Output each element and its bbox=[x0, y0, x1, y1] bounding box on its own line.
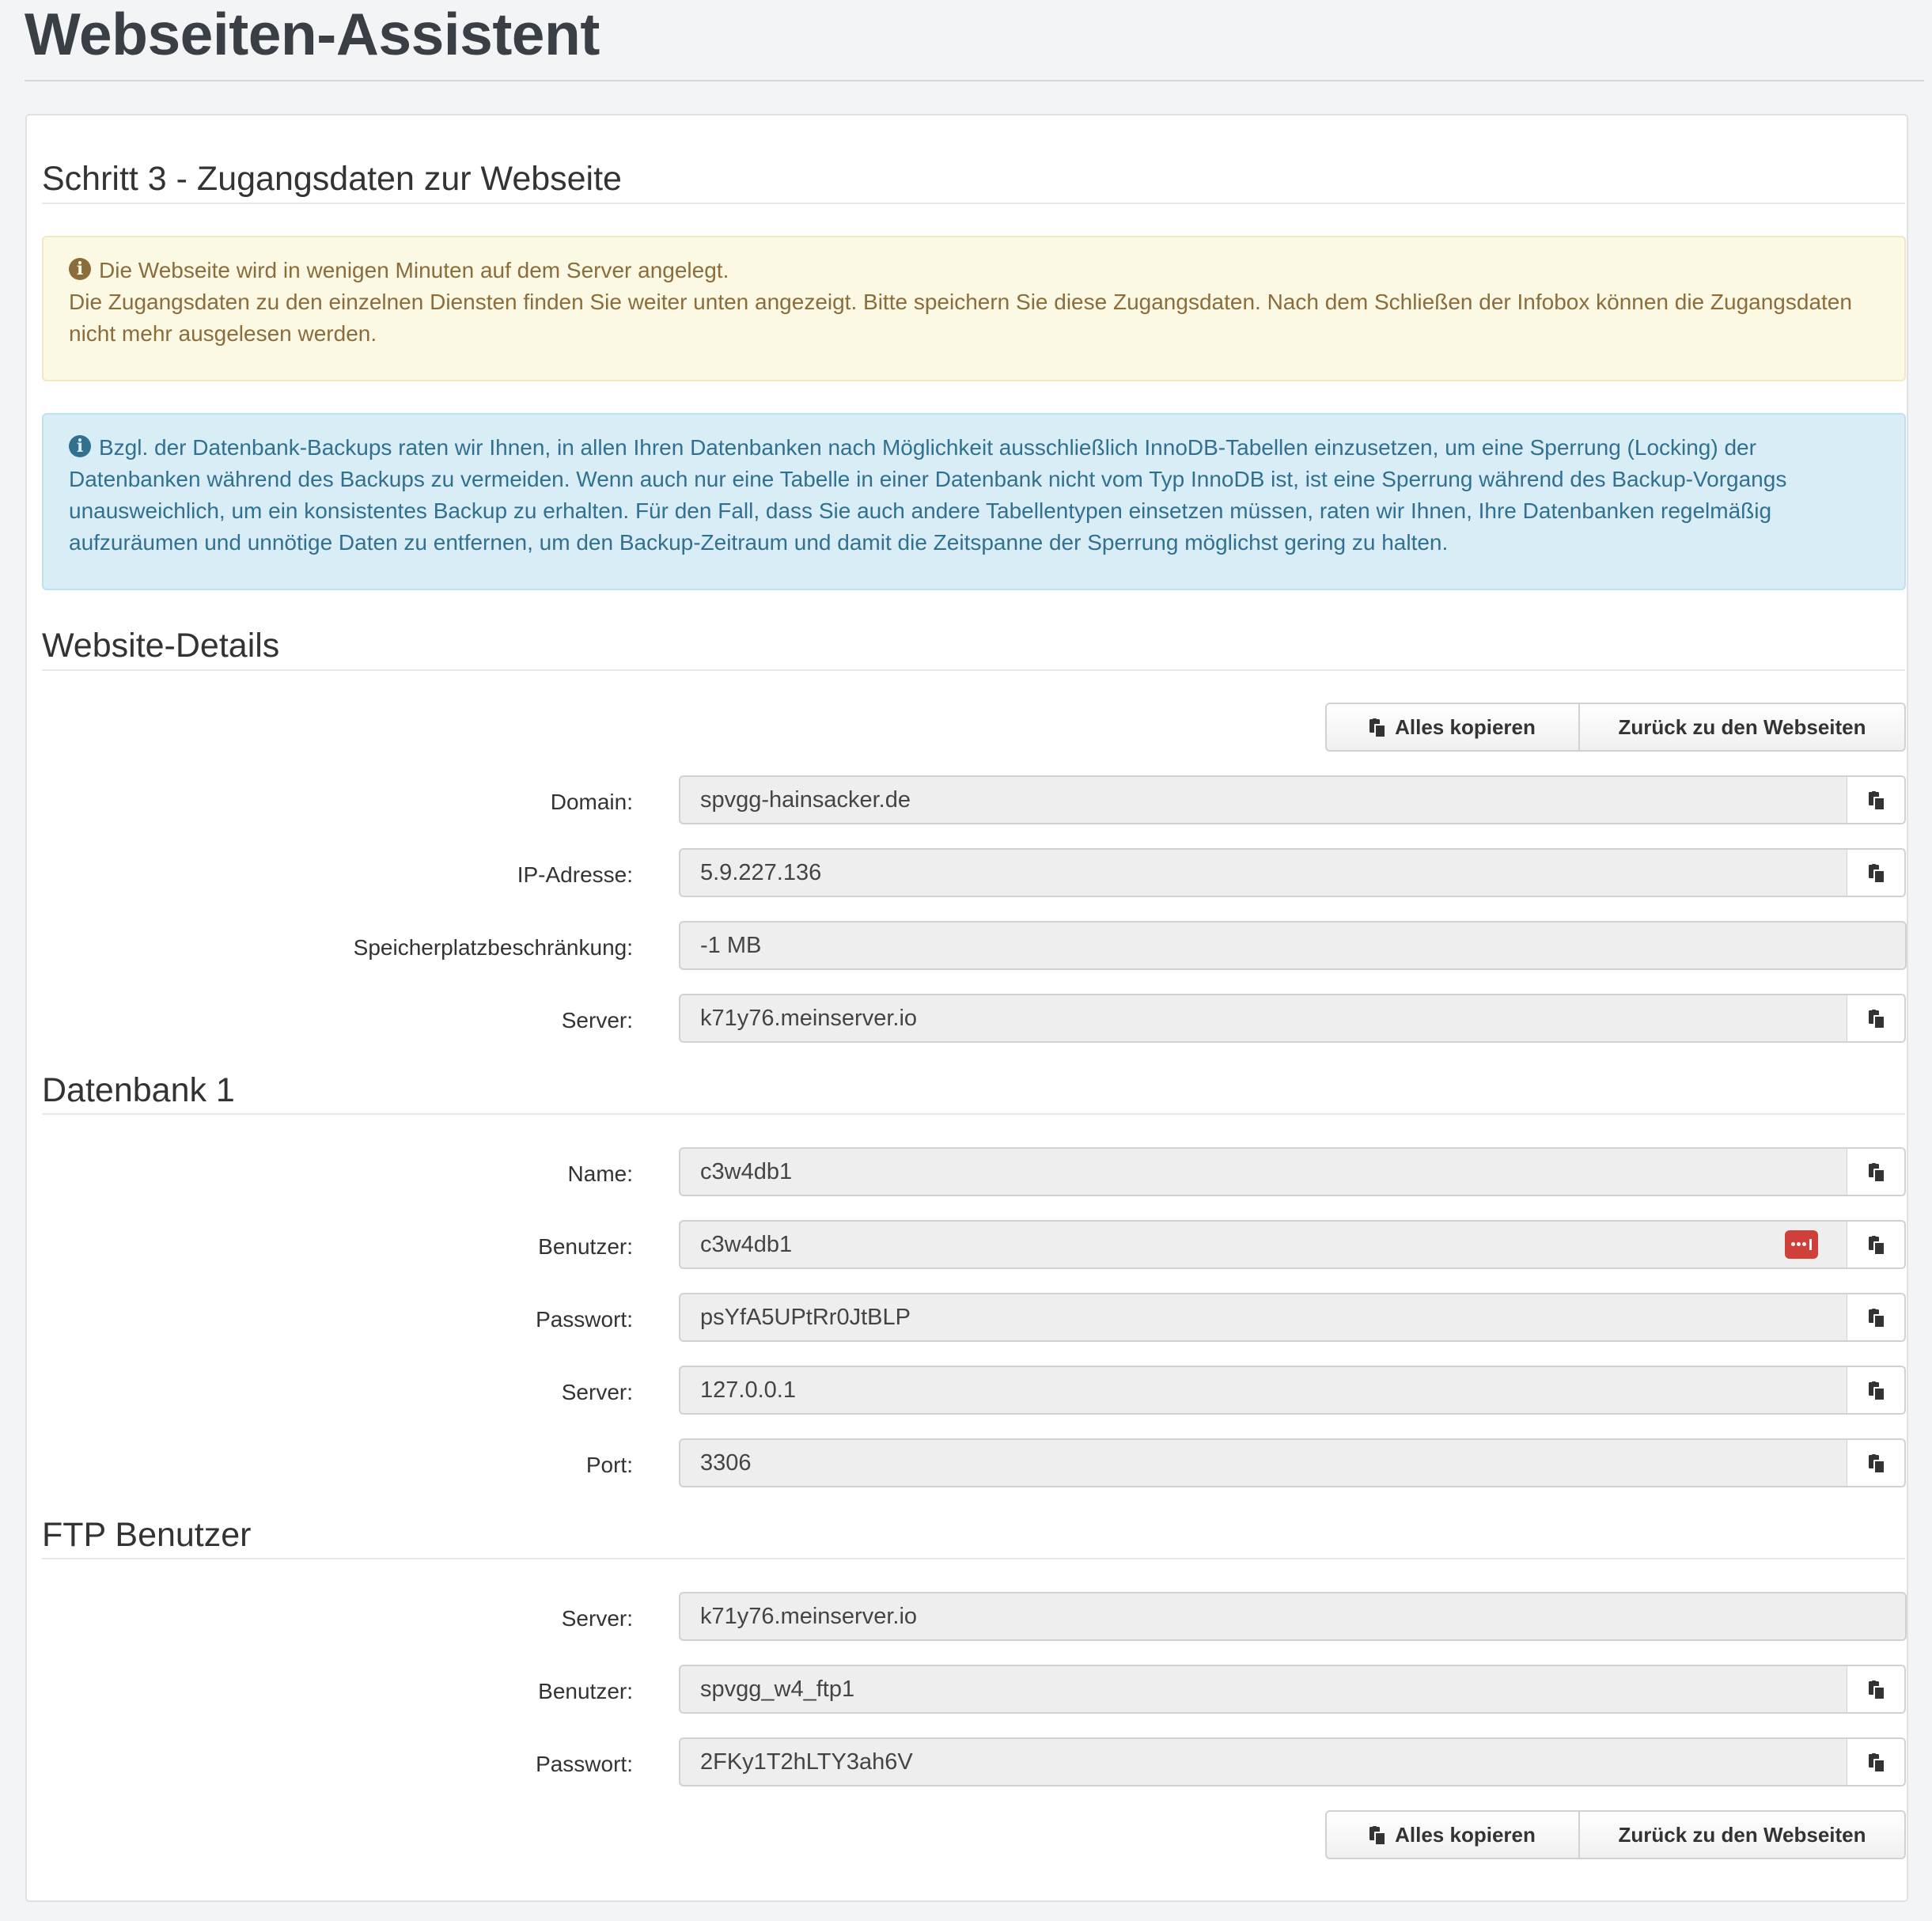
password-manager-icon[interactable] bbox=[1785, 1230, 1818, 1259]
db-password-label: Passwort: bbox=[536, 1307, 633, 1332]
ftp-server-field[interactable]: k71y76.meinserver.io bbox=[679, 1592, 1907, 1641]
clipboard-copy-icon bbox=[1869, 1010, 1885, 1029]
db-user-label: Benutzer: bbox=[538, 1234, 633, 1259]
back-to-websites-button[interactable]: Zurück zu den Webseiten bbox=[1578, 1810, 1906, 1859]
website-details-heading: Website-Details bbox=[42, 627, 280, 665]
db-port-field[interactable]: 3306 bbox=[679, 1438, 1848, 1487]
info-circle-icon bbox=[69, 435, 91, 457]
clipboard-copy-icon bbox=[1869, 1381, 1885, 1400]
domain-label: Domain: bbox=[550, 790, 633, 814]
clipboard-copy-icon bbox=[1869, 1680, 1885, 1699]
copy-ftp-user-button[interactable] bbox=[1847, 1665, 1906, 1714]
copy-db-server-button[interactable] bbox=[1847, 1366, 1906, 1415]
ftp-divider bbox=[42, 1558, 1905, 1559]
step-title: Schritt 3 - Zugangsdaten zur Webseite bbox=[42, 160, 622, 198]
copy-db-password-button[interactable] bbox=[1847, 1293, 1906, 1342]
clipboard-copy-icon bbox=[1869, 791, 1885, 810]
warning-alert bbox=[42, 236, 1906, 381]
clipboard-copy-icon bbox=[1369, 718, 1385, 737]
db-name-field[interactable]: c3w4db1 bbox=[679, 1147, 1848, 1196]
ftp-user-field[interactable]: spvgg_w4_ftp1 bbox=[679, 1665, 1848, 1714]
website-server-label: Server: bbox=[561, 1008, 633, 1032]
domain-field[interactable]: spvgg-hainsacker.de bbox=[679, 775, 1848, 824]
website-server-field[interactable]: k71y76.meinserver.io bbox=[679, 994, 1848, 1043]
db-port-label: Port: bbox=[585, 1453, 633, 1477]
database-divider bbox=[42, 1113, 1905, 1115]
info-text: Bzgl. der Datenbank-Backups raten wir Ihnen, in allen Ihren Datenbanken nach Möglichkeit ausschließlich InnoDB-Tabellen einzusetzen, um eine Sperrung (Locking) der Datenbanken während des Backups zu vermeiden. Wenn auch nur eine Tabelle in einer Datenbank nicht vom Typ InnoDB ist, ist eine Sperrung während des Backup-Vorgangs unausweichlich, um ein konsistentes Backup zu erhalten. Für den Fall, dass Sie auch andere Tabellentypen einsetzen müssen, raten wir Ihnen, Ihre Datenbanken regelmäßig aufzuräumen und unnötige Daten zu entfernen, um den Backup-Zeitraum und damit die Zeitspanne der Sperrung möglichst gering zu halten. bbox=[69, 435, 1787, 555]
clipboard-copy-icon bbox=[1869, 1454, 1885, 1473]
copy-db-name-button[interactable] bbox=[1847, 1147, 1906, 1196]
copy-all-button[interactable]: Alles kopieren bbox=[1325, 1810, 1580, 1859]
copy-db-port-button[interactable] bbox=[1847, 1438, 1906, 1487]
copy-db-user-button[interactable] bbox=[1847, 1220, 1906, 1269]
db-password-field[interactable]: psYfA5UPtRr0JtBLP bbox=[679, 1293, 1848, 1342]
copy-website-server-button[interactable] bbox=[1847, 994, 1906, 1043]
ftp-user-label: Benutzer: bbox=[538, 1679, 633, 1703]
quota-field[interactable]: -1 MB bbox=[679, 921, 1907, 970]
clipboard-copy-icon bbox=[1369, 1826, 1385, 1845]
ftp-heading: FTP Benutzer bbox=[42, 1516, 252, 1554]
clipboard-copy-icon bbox=[1869, 1309, 1885, 1328]
ftp-password-label: Passwort: bbox=[536, 1752, 633, 1776]
ip-field[interactable]: 5.9.227.136 bbox=[679, 848, 1848, 897]
copy-ip-button[interactable] bbox=[1847, 848, 1906, 897]
warning-line-1: iDie Webseite wird in wenigen Minuten auf dem Server angelegt. bbox=[69, 255, 1879, 286]
db-server-field[interactable]: 127.0.0.1 bbox=[679, 1366, 1848, 1415]
ftp-server-label: Server: bbox=[561, 1606, 633, 1631]
warning-line-2: Die Zugangsdaten zu den einzelnen Diensten finden Sie weiter unten angezeigt. Bitte speichern Sie diese Zugangsdaten. Nach dem Schließen der Infobox können die Zugangsdaten nicht mehr ausgelesen werden. bbox=[69, 290, 1852, 346]
ftp-password-field[interactable]: 2FKy1T2hLTY3ah6V bbox=[679, 1737, 1848, 1786]
page-title: Webseiten-Assistent bbox=[25, 1, 600, 67]
website-details-divider bbox=[42, 669, 1905, 671]
clipboard-copy-icon bbox=[1869, 1753, 1885, 1772]
info-alert bbox=[42, 413, 1906, 590]
db-server-label: Server: bbox=[561, 1380, 633, 1404]
back-to-websites-button[interactable]: Zurück zu den Webseiten bbox=[1578, 703, 1906, 752]
db-user-field[interactable]: c3w4db1 bbox=[679, 1220, 1848, 1269]
clipboard-copy-icon bbox=[1869, 1163, 1885, 1182]
copy-domain-button[interactable] bbox=[1847, 775, 1906, 824]
title-divider bbox=[25, 80, 1924, 81]
db-name-label: Name: bbox=[567, 1161, 633, 1186]
quota-label: Speicherplatzbeschränkung: bbox=[353, 935, 633, 960]
database-heading: Datenbank 1 bbox=[42, 1071, 235, 1109]
ip-label: IP-Adresse: bbox=[517, 862, 633, 887]
clipboard-copy-icon bbox=[1869, 1236, 1885, 1255]
copy-all-button[interactable]: Alles kopieren bbox=[1325, 703, 1580, 752]
info-circle-icon bbox=[69, 258, 91, 280]
step-divider bbox=[42, 203, 1905, 204]
copy-ftp-password-button[interactable] bbox=[1847, 1737, 1906, 1786]
clipboard-copy-icon bbox=[1869, 864, 1885, 883]
